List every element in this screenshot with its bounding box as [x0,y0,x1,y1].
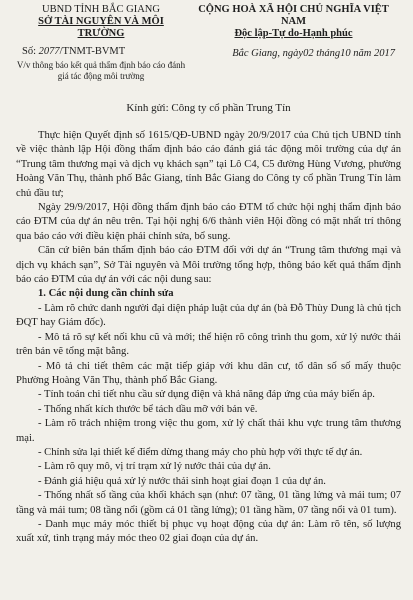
document-subject: V/v thông báo kết quả thẩm định báo cáo đánh giá tác động môi trường [16,60,186,81]
bullet-item: - Mô tả chi tiết thêm các mặt tiếp giáp với khu dân cư, tổ dân số số mấy thuộc Phường Hoàng Văn Thụ, thành phố Bắc Giang. [16,360,401,386]
bullet-item: - Tính toán chi tiết nhu cầu sử dụng điện và khả năng đáp ứng của máy biến áp. [38,389,375,401]
issuer-block [16,4,186,82]
greeting: Kính gửi: Công ty cổ phần Trung Tín [126,102,291,114]
paragraph-3: Căn cứ biên bản thẩm định báo cáo ĐTM đối với dự án “Trung tâm thương mại và dịch vụ khách sạn”, Sở Tài nguyên và Môi trường tổng hợp, thông báo kết quả thẩm định báo cáo ĐTM của dự án với các nội dung sau: [16,245,401,286]
document-number: Số: 2077/TNMT-BVMT [22,46,126,57]
section-title: 1. Các nội dung cần chỉnh sửa [38,288,174,300]
nation-title: CỘNG HOÀ XÃ HỘI CHỦ NGHĨA VIỆT NAM [198,4,389,27]
document-header [16,4,401,82]
bullet-item: - Làm rõ quy mô, vị trí trạm xử lý nước thải của dự án. [38,461,271,473]
bullet-item: - Làm rõ chức danh người đại diện pháp luật của dự án (bà Đỗ Thùy Dung là chủ tịch ĐQT hay Giám đốc). [16,302,401,329]
bullet-item: - Danh mục máy móc thiết bị phục vụ hoạt động của dự án: Làm rõ tên, số lượng xuất xứ, tình trạng máy móc theo 02 giai đoạn của dự án. [16,518,401,545]
nation-block [186,4,401,82]
bullet-item: - Đánh giá hiệu quả xử lý nước thải sinh hoạt giai đoạn 1 của dự án. [38,475,326,487]
bullet-item: - Thống nhất số tầng của khối khách sạn (như: 07 tầng, 01 tầng lửng và mái tum; 07 tầng và mái tum; 08 tầng nổi (gồm cả 01 tầng lửng); 01 tầng hầm, 07 tầng nổi và 01 tum). [16,490,401,516]
issuer-name: SỞ TÀI NGUYÊN VÀ MÔI TRƯỜNG [38,16,164,39]
issuer-parent: UBND TỈNH BẮC GIANG [42,4,160,15]
document-body [16,129,401,547]
paragraph-1: Thực hiện Quyết định số 1615/QĐ-UBND ngày 20/9/2017 của Chủ tịch UBND tỉnh về việc thành lập Hội đồng thẩm định báo cáo đánh giá tác động môi trường của dự án “Trung tâm thương mại và dịch vụ khách sạn” tại Lô C4, C5 đường Hùng Vương, phường Hoàng Văn Thụ, thành phố Bắc Giang, tỉnh Bắc Giang do Công ty cổ phần Trung Tín làm chủ đầu tư; [16,130,401,199]
document-date: Bắc Giang, ngày02 tháng10 năm 2017 [232,48,395,59]
nation-motto: Độc lập-Tự do-Hạnh phúc [234,28,353,39]
paragraph-2: Ngày 29/9/2017, Hội đồng thẩm định báo cáo ĐTM tổ chức hội nghị thẩm định báo cáo ĐTM của dự án nêu trên. Tại hội nghị 6/6 thành viên Hội đồng có mặt nhất trí thông qua báo cáo với điều kiện phải chỉnh sửa, bổ sung. [16,202,401,242]
bullet-item: - Làm rõ trách nhiệm trong việc thu gom, xử lý chất thải khu vực trung tâm thương mại. [16,418,401,444]
bullet-item: - Thống nhất kích thước bể tách dầu mỡ với bản vẽ. [38,403,258,415]
bullet-item: - Mô tả rõ sự kết nối khu cũ và mới; thể hiện rõ công trình thu gom, xử lý nước thải trên bản vẽ tổng mặt bằng. [16,331,401,358]
document-number-handwritten: 2077 [38,46,60,57]
bullet-item: - Chỉnh sửa lại thiết kế điểm dừng thang máy cho phù hợp với thực tế dự án. [38,446,363,458]
